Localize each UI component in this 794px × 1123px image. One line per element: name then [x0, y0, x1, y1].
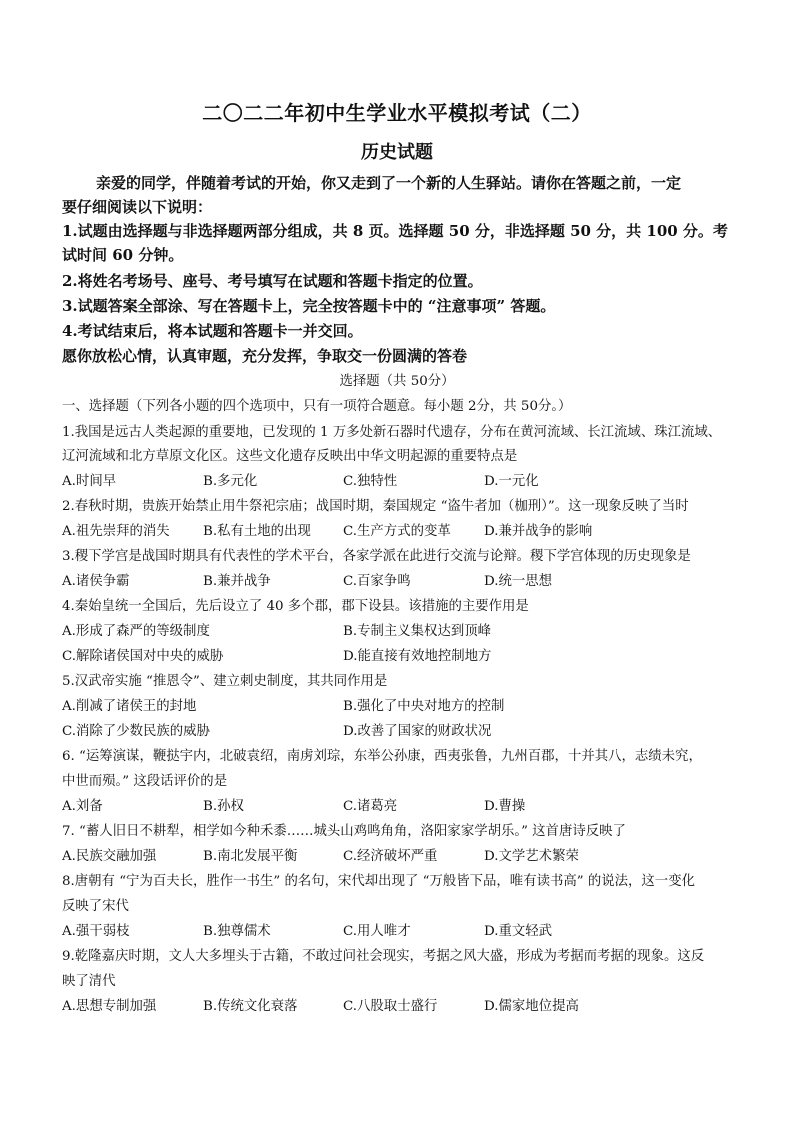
- q5-option-b: B.强化了中央对地方的控制: [343, 699, 505, 714]
- q5-option-c: C.消除了少数民族的威胁: [62, 724, 210, 739]
- q4-option-b: B.专制主义集权达到顶峰: [343, 624, 492, 639]
- q6-option-d: D.曹操: [484, 799, 526, 814]
- q3-option-c: C.百家争鸣: [343, 574, 411, 589]
- q8-option-d: D.重文轻武: [484, 924, 553, 939]
- q4-option-a: A.形成了森严的等级制度: [62, 624, 210, 639]
- q9-option-c: C.八股取士盛行: [343, 999, 438, 1014]
- question-6-line-2: 中世而殒。” 这段话评价的是: [62, 774, 228, 789]
- q8-option-b: B.独尊儒术: [203, 924, 271, 939]
- question-7-line-1: 7. “蓄人旧日不耕犁，相学如今种禾黍……城头山鸡鸣角角，洛阳家家学胡乐。” 这首唐诗反映了: [62, 824, 626, 839]
- q4-option-d: D.能直接有效地控制地方: [343, 649, 492, 664]
- question-1-line-1: 1.我国是远古人类起源的重要地，已发现的 1 万多处新石器时代遗存，分布在黄河流域、长江流域、珠江流域、: [62, 425, 722, 440]
- q6-option-b: B.孙权: [203, 799, 244, 814]
- q2-option-c: C.生产方式的变革: [343, 524, 451, 539]
- q7-option-c: C.经济破坏严重: [343, 849, 438, 864]
- q3-option-b: B.兼并战争: [203, 574, 271, 589]
- q2-option-a: A.祖先崇拜的消失: [62, 524, 170, 539]
- q1-option-a: A.时间早: [62, 474, 117, 489]
- rule-4: 4.考试结束后，将本试题和答题卡一并交回。: [62, 322, 363, 340]
- question-8-line-2: 反映了宋代: [62, 899, 129, 914]
- q1-option-b: B.多元化: [203, 474, 258, 489]
- q4-option-c: C.解除诸侯国对中央的威胁: [62, 649, 224, 664]
- section-title: 选择题（共 50分）: [339, 374, 455, 389]
- question-9-line-1: 9.乾隆嘉庆时期，文人大多埋头于古籍，不敢过问社会现实，考据之风大盛，形成为考据而考据的现象。这反: [62, 949, 705, 964]
- exam-subtitle: 历史试题: [361, 142, 433, 163]
- q1-option-c: C.独特性: [343, 474, 398, 489]
- q5-option-d: D.改善了国家的财政状况: [343, 724, 492, 739]
- rule-1b: 试时间 60 分钟。: [62, 246, 184, 264]
- question-2-line-1: 2.春秋时期，贵族开始禁止用牛祭祀宗庙；战国时期，秦国规定 “盗牛者加（枷刑）”。这一现象反映了当时: [62, 499, 689, 514]
- q3-option-a: A.诸侯争霸: [62, 574, 130, 589]
- question-6-line-1: 6. “运筹演谋，鞭挞宇内，北破袁绍，南虏刘琮，东举公孙康，西夷张鲁，九州百郡，十并其八，志绩未究，: [62, 749, 702, 764]
- intro-line-1: 亲爱的同学，伴随着考试的开始，你又走到了一个新的人生驿站。请你在答题之前，一定: [96, 174, 682, 192]
- exam-title: 二〇二二年初中生学业水平模拟考试（二）: [202, 101, 592, 125]
- q6-option-a: A.刘备: [62, 799, 103, 814]
- q7-option-a: A.民族交融加强: [62, 849, 157, 864]
- question-1-line-2: 辽河流域和北方草原文化区。这些文化遗存反映出中华文明起源的重要特点是: [62, 449, 518, 464]
- rule-2: 2.将姓名考场号、座号、考号填写在试题和答题卡指定的位置。: [62, 272, 483, 290]
- q9-option-b: B.传统文化衰落: [203, 999, 298, 1014]
- q3-option-d: D.统一思想: [484, 574, 553, 589]
- rule-1a: 1.试题由选择题与非选择题两部分组成，共 8 页。选择题 50 分，非选择题 50 分，共 100 分。考: [62, 222, 728, 240]
- question-9-line-2: 映了清代: [62, 974, 116, 989]
- q7-option-d: D.文学艺术繁荣: [484, 849, 579, 864]
- intro-line-2: 要仔细阅读以下说明：: [62, 198, 213, 216]
- section-instructions: 一、选择题（下列各小题的四个选项中，只有一项符合题意。每小题 2分，共 50分。）: [62, 399, 572, 414]
- q2-option-b: B.私有土地的出现: [203, 524, 311, 539]
- question-3-line-1: 3.稷下学宫是战国时期具有代表性的学术平台，各家学派在此进行交流与论辩。稷下学宫体现的历史现象是: [62, 549, 691, 564]
- q8-option-a: A.强干弱枝: [62, 924, 130, 939]
- q9-option-a: A.思想专制加强: [62, 999, 157, 1014]
- q7-option-b: B.南北发展平衡: [203, 849, 298, 864]
- question-5-line-1: 5.汉武帝实施 “推恩令”、建立刺史制度，其共同作用是: [62, 674, 388, 689]
- question-4-line-1: 4.秦始皇统一全国后，先后设立了 40 多个郡，郡下设县。该措施的主要作用是: [62, 599, 529, 614]
- q1-option-d: D.一元化: [484, 474, 539, 489]
- q8-option-c: C.用人唯才: [343, 924, 411, 939]
- q6-option-c: C.诸葛亮: [343, 799, 398, 814]
- question-8-line-1: 8.唐朝有 “宁为百夫长，胜作一书生” 的名句，宋代却出现了 “万般皆下品，唯有读书高” 的说法，这一变化: [62, 874, 695, 889]
- q9-option-d: D.儒家地位提高: [484, 999, 579, 1014]
- q2-option-d: D.兼并战争的影响: [484, 524, 593, 539]
- rule-3: 3.试题答案全部涂、写在答题卡上，完全按答题卡中的 “注意事项” 答题。: [62, 297, 556, 315]
- wish-line: 愿你放松心情，认真审题，充分发挥，争取交一份圆满的答卷: [62, 347, 468, 365]
- q5-option-a: A.削减了诸侯王的封地: [62, 699, 197, 714]
